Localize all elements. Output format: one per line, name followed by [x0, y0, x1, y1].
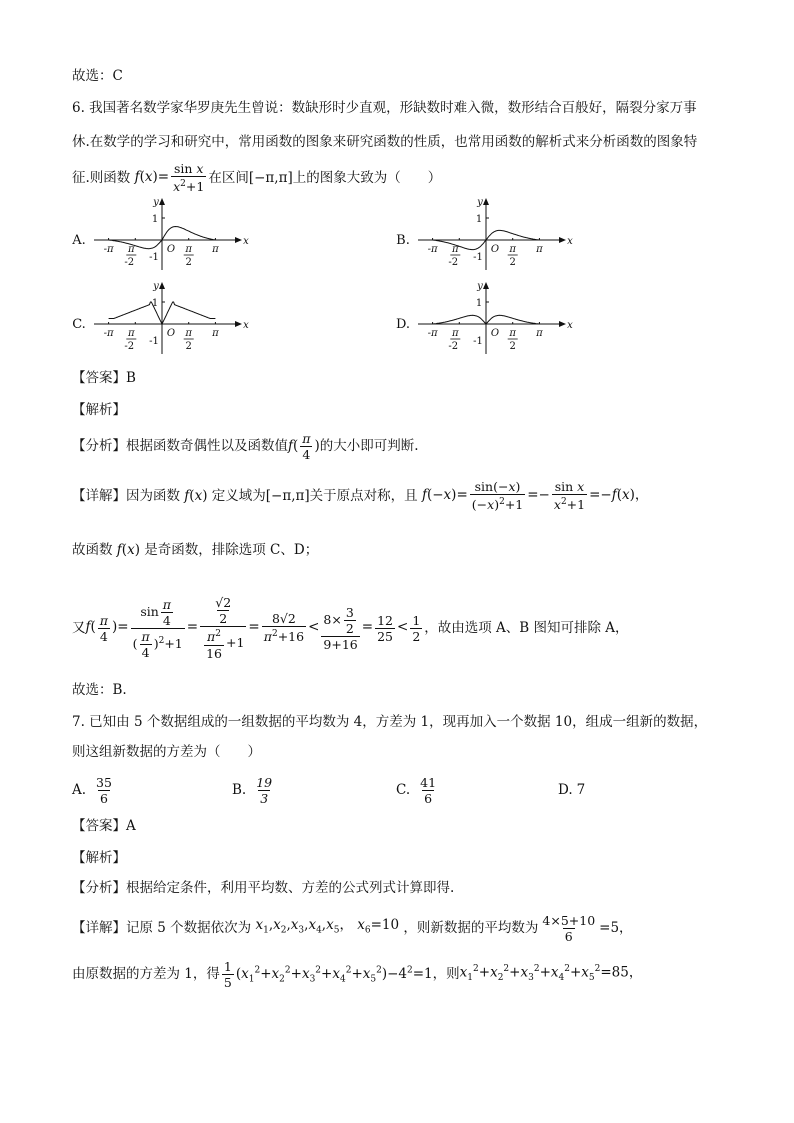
- option-c-graph: [72, 278, 252, 358]
- q6-stem-line2: 休.在数学的学习和研究中，常用函数的图象来研究函数的性质，也常用函数的解析式来分析函数的图象特: [72, 134, 698, 150]
- q7-option-d-value: 7: [576, 782, 586, 798]
- q6-option-c[interactable]: [72, 278, 252, 358]
- q7-option-b-value: [254, 775, 274, 806]
- q7-option-a-letter: A.: [72, 782, 87, 798]
- origin-label: O: [166, 244, 176, 255]
- q6-stem-line3-pre: 征.则函数: [72, 170, 131, 186]
- y-axis-arrow: [483, 198, 489, 205]
- q6-choice: 故选：B.: [72, 682, 127, 698]
- q6-option-d[interactable]: [396, 278, 576, 358]
- q7-option-c-letter: C.: [396, 782, 411, 798]
- q7-detail-pre: 【详解】记原 5 个数据依次为: [72, 920, 252, 936]
- q7-option-a-den: 6: [100, 790, 108, 806]
- q6-stem-line1: 6. 我国著名数学家华罗庚先生曾说：数缺形时少直观，形缺数时难入微，数形结合百般好，隔裂分家万事: [72, 100, 697, 116]
- x-axis-label: x: [567, 320, 573, 331]
- q6-fenxi-post: 的大小即可判断.: [319, 438, 419, 454]
- tick-label-neg-pi-half-den: -2: [448, 341, 459, 352]
- tick-label-neg-one: -1: [149, 336, 159, 347]
- q7-variance-result: $x_1^2+x_2^2+x_3^2+x_4^2+x_5^2=85$，: [459, 964, 643, 984]
- q6-conclusion: [72, 540, 318, 560]
- option-b-graph: [396, 194, 576, 274]
- tick-label-neg-pi: -π: [427, 328, 438, 339]
- q6-also-formula: f( $\frac{\pi}{4}$ )= sin $\frac{\pi}{4}$ ( $\frac{\pi}{4}$ )$^2$+1 = $\frac{√2}{2}$ $\frac{\pi^2}{16}$ +1 = $\frac{8√2}{\pi^2+16}$ < 8× $\frac{3}{2}$ 9+16 = $\frac{12}{25}$ < $\frac{1}{2}$: [85, 595, 421, 661]
- q6-function-formula: f(x)= $\frac{\text{sin x}}{x^2+1}$: [134, 161, 205, 195]
- tick-label-one: 1: [475, 214, 483, 225]
- q7-detail-vars: $x_1,x_2,x_3,x_4,x_5$， $x_6=10$: [255, 917, 404, 936]
- q7-stem-line2: 则这组新数据的方差为（ ）: [72, 744, 261, 760]
- q6-conc-fx: f(x): [116, 542, 145, 558]
- tick-label-one: 1: [151, 214, 159, 225]
- q7-option-d[interactable]: [558, 770, 585, 810]
- tick-label-neg-pi-half-num: π: [452, 244, 459, 255]
- x-axis-label: x: [567, 236, 573, 247]
- q6-answer: 【答案】B: [72, 370, 136, 386]
- x-axis-arrow: [559, 321, 566, 327]
- option-d-graph: [396, 278, 576, 358]
- tick-label-neg-one: -1: [149, 252, 159, 263]
- tick-label-one: 1: [151, 298, 159, 309]
- origin-label: O: [166, 328, 176, 339]
- option-a-graph: [72, 194, 252, 274]
- q6-stem-line3: [72, 160, 441, 196]
- q7-detail-mid: ，则新数据的平均数为: [403, 920, 539, 936]
- x-axis-arrow: [559, 237, 566, 243]
- q7-option-c[interactable]: [396, 770, 440, 810]
- x-axis-label: x: [243, 236, 249, 247]
- q7-option-a-value: [94, 775, 114, 806]
- y-axis-label: y: [477, 197, 483, 208]
- x-axis-arrow: [235, 321, 242, 327]
- q7-variance-pre: 由原数据的方差为 1，得: [72, 966, 220, 982]
- y-axis-arrow: [483, 282, 489, 289]
- y-axis-arrow: [159, 198, 165, 205]
- q7-variance-formula: $\frac{1}{5}$ $(x_1^2+x_2^2+x_3^2+x_4^2+x_5^2)-4^2=1$: [223, 958, 433, 990]
- q7-option-b-den: 3: [260, 790, 269, 806]
- tick-label-neg-one: -1: [473, 252, 483, 263]
- q6-analysis-heading: 【解析】: [72, 402, 126, 418]
- option-b-letter: B.: [396, 233, 410, 248]
- q7-option-c-den: 6: [424, 790, 433, 806]
- q7-option-b[interactable]: [232, 770, 276, 810]
- option-a-letter: A.: [72, 233, 86, 248]
- tick-label-pi-half-num: π: [509, 244, 516, 255]
- q7-option-a-num: 35: [96, 774, 112, 790]
- q7-detail-mean: $\frac{4\times 5+10}{6}$ =5，: [542, 912, 633, 944]
- tick-label-neg-pi-half-den: -2: [124, 257, 135, 268]
- tick-label-neg-pi-half-den: -2: [448, 257, 459, 268]
- y-axis-label: y: [477, 281, 483, 292]
- tick-label-neg-pi-half-num: π: [128, 244, 135, 255]
- q6-also: [72, 588, 629, 668]
- q6-detail-fx: f(x): [184, 488, 212, 504]
- q7-option-d-letter: D.: [558, 782, 573, 798]
- q6-fenxi-pre: 【分析】根据函数奇偶性以及函数值: [72, 438, 288, 454]
- tick-label-pi: π: [212, 244, 219, 255]
- q7-variance-mid: ，则: [432, 966, 460, 982]
- tick-label-pi-half-den: 2: [509, 341, 516, 352]
- tick-label-pi-half-den: 2: [509, 257, 516, 268]
- q6-fenxi-formula: f( $\frac{\pi}{4}$ ): [288, 430, 320, 462]
- tick-label-pi: π: [536, 244, 543, 255]
- tick-label-pi-half-den: 2: [185, 341, 192, 352]
- tick-label-one: 1: [475, 298, 483, 309]
- q6-detail-formula: f(−x)= $\frac{\sin(-x)}{(-x)^2+1}$ =− $\frac{\text{sin x}}{x^2+1}$ =−f(x)，: [421, 479, 649, 513]
- tick-label-pi-half-num: π: [509, 328, 516, 339]
- tick-label-neg-pi-half-den: -2: [124, 341, 135, 352]
- x-axis-label: x: [243, 320, 249, 331]
- q7-option-b-num: 19: [256, 774, 273, 790]
- q7-variance: [72, 954, 642, 994]
- origin-label: O: [490, 328, 500, 339]
- q7-fenxi: 【分析】根据给定条件，利用平均数、方差的公式列式计算即得.: [72, 880, 455, 896]
- q6-option-a[interactable]: [72, 194, 252, 274]
- tick-label-neg-one: -1: [473, 336, 483, 347]
- q7-option-a[interactable]: [72, 770, 116, 810]
- q7-answer: 【答案】A: [72, 818, 136, 834]
- q6-option-b[interactable]: [396, 194, 576, 274]
- q6-detail-pre: 【详解】因为函数: [72, 488, 180, 504]
- tick-label-pi: π: [212, 328, 219, 339]
- q6-conc-post: 是奇函数，排除选项 C、D；: [144, 542, 319, 558]
- option-d-letter: D.: [396, 317, 411, 332]
- tick-label-pi-half-den: 2: [185, 257, 192, 268]
- q6-stem-line3-post: 在区间[−π,π]上的图象大致为（ ）: [208, 170, 442, 186]
- q7-option-c-value: [418, 775, 438, 806]
- y-axis-label: y: [153, 197, 159, 208]
- tick-label-neg-pi-half-num: π: [128, 328, 135, 339]
- tick-label-pi-half-num: π: [185, 328, 192, 339]
- y-axis-label: y: [153, 281, 159, 292]
- tick-label-pi: π: [536, 328, 543, 339]
- q6-fenxi: [72, 428, 419, 464]
- q6-also-post: ，故由选项 A、B 图知可排除 A，: [424, 620, 629, 636]
- option-c-letter: C.: [72, 317, 86, 332]
- x-axis-arrow: [235, 237, 242, 243]
- q7-stem-line1: 7. 已知由 5 个数据组成的一组数据的平均数为 4，方差为 1，现再加入一个数据 10，组成一组新的数据，: [72, 714, 708, 730]
- prev-choice: 故选：C: [72, 68, 123, 84]
- y-axis-arrow: [159, 282, 165, 289]
- q6-conc-pre: 故函数: [72, 542, 113, 558]
- q7-analysis-heading: 【解析】: [72, 850, 126, 866]
- q6-detail-mid: 定义域为[−π,π]关于原点对称，且: [211, 488, 418, 504]
- q6-also-pre: 又: [72, 620, 86, 636]
- tick-label-neg-pi: -π: [427, 244, 438, 255]
- origin-label: O: [490, 244, 500, 255]
- q7-detail: [72, 908, 633, 948]
- tick-label-neg-pi: -π: [103, 328, 114, 339]
- q7-option-c-num: 41: [420, 774, 437, 790]
- tick-label-neg-pi-half-num: π: [452, 328, 459, 339]
- tick-label-pi-half-num: π: [185, 244, 192, 255]
- q6-detail: [72, 474, 648, 518]
- tick-label-neg-pi: -π: [103, 244, 114, 255]
- q7-option-b-letter: B.: [232, 782, 247, 798]
